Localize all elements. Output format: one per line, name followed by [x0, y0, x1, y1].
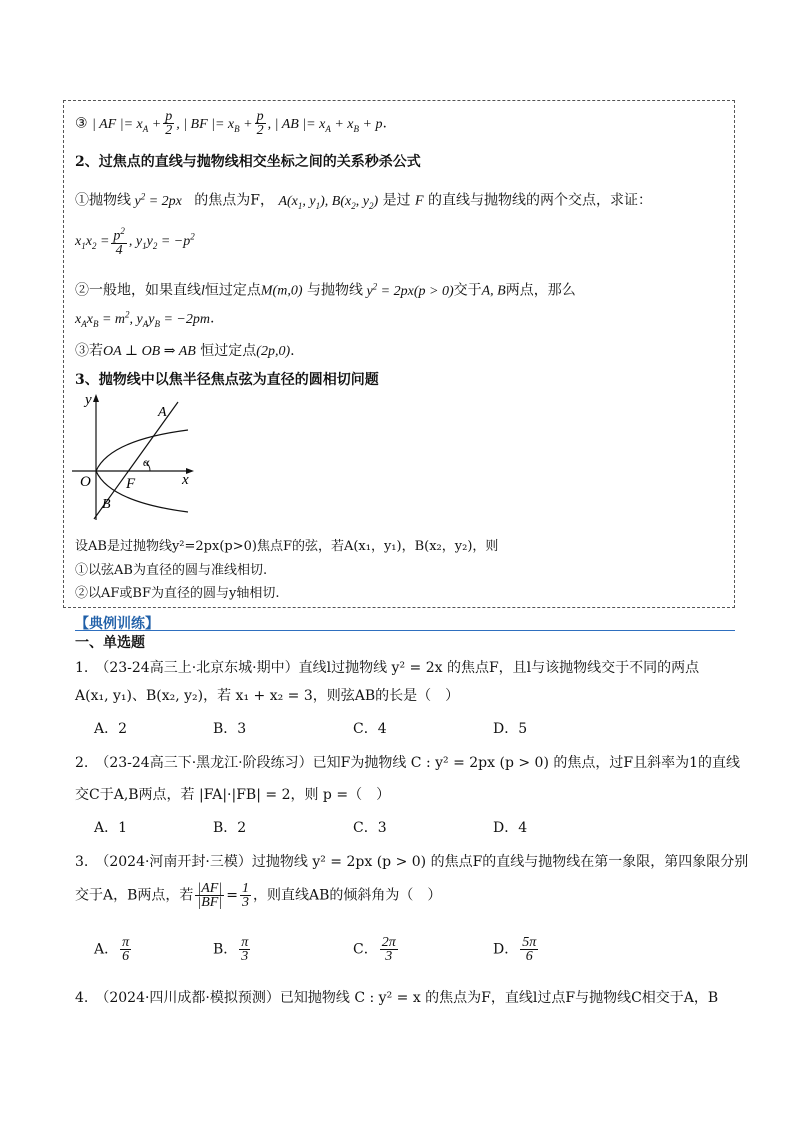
- y-axis-arrow: [93, 394, 99, 402]
- label-a: A: [158, 405, 167, 420]
- q1-option-a[interactable]: A．2: [94, 721, 128, 737]
- sec2-line3: ③若OA ⊥ OB ⇒ AB 恒过定点(2p,0).: [75, 343, 295, 359]
- sec2-result1: $x_1x_2$ = $\frac{p^2}{4}$ , $y_1y_2 = -p^2$: [75, 226, 195, 258]
- question-3-stem-2: 交于A，B两点，若 $\frac{|AF|}{|BF|}$ = $\frac{1}{3}$ ，则直线AB的倾斜角为（ ）: [75, 881, 442, 910]
- parabola-figure: [70, 392, 200, 524]
- label-alpha: α: [143, 455, 150, 469]
- q1-option-b[interactable]: B．3: [213, 721, 247, 737]
- q3-option-b[interactable]: B． $\frac{\pi}{3}$: [213, 935, 249, 964]
- sec3-line2: ①以弦AB为直径的圆与准线相切.: [75, 563, 268, 578]
- label-f: F: [126, 476, 136, 492]
- question-2-stem: 2. （23-24高三下·黑龙江·阶段练习）已知F为抛物线 C : y² = 2px (p > 0) 的焦点，过F且斜率为1的直线: [75, 755, 740, 771]
- sec3-line1: 设AB是过抛物线y²=2px(p>0)焦点F的弦，若A(x₁，y₁)，B(x₂，y₂)，则: [75, 539, 499, 554]
- q2-option-c[interactable]: C．3: [353, 820, 387, 836]
- label-y: y: [85, 392, 92, 408]
- q3-option-c[interactable]: C． $\frac{2\pi}{3}$: [353, 935, 396, 964]
- label-x: x: [182, 472, 189, 488]
- sec2-line1: ①抛物线 $y^2 = 2px$ 的焦点为F， $A(x_1$, $y_1$), $B(x_2$, $y_2$) 是过 F 的直线与抛物线的两个交点，求证：: [75, 191, 653, 211]
- question-4-stem: 4. （2024·四川成都·模拟预测）已知抛物线 C : y² = x 的焦点为F，直线l过点F与抛物线C相交于A，B: [75, 990, 719, 1006]
- q2-option-d[interactable]: D．4: [493, 820, 528, 836]
- formula-focal-radius: ③ | AF |= $x_A$ + $\frac{p}{2}$ , | BF |= $x_B$ + $\frac{p}{2}$ , | AB |= $x_A + x_B + p$.: [75, 109, 387, 138]
- label-b: B: [102, 497, 111, 512]
- q2-option-b[interactable]: B．2: [213, 820, 247, 836]
- question-1-stem: 1. （23-24高三上·北京东城·期中）直线l过抛物线 y² = 2x 的焦点F，且l与该抛物线交于不同的两点: [75, 660, 700, 676]
- sec3-line3: ②以AF或BF为直径的圆与y轴相切.: [75, 586, 280, 601]
- section-heading: 一、单选题: [75, 635, 145, 651]
- question-1-stem-2: A(x₁, y₁)、B(x₂, y₂)，若 x₁ + x₂ = 3，则弦AB的长是（ ）: [75, 688, 460, 704]
- heading-underline: [75, 630, 735, 631]
- q3-option-d[interactable]: D． $\frac{5\pi}{6}$: [493, 935, 537, 964]
- question-2-stem-2: 交C于A,B两点，若 |FA|·|FB| = 2，则 p =（ ）: [75, 787, 391, 803]
- q1-option-d[interactable]: D．5: [493, 721, 528, 737]
- sec2-result2: $x_Ax_B = m^2$, $y_Ay_B = -2pm$.: [75, 309, 215, 329]
- section-3-title: 3、抛物线中以焦半径焦点弦为直径的圆相切问题: [75, 372, 379, 388]
- section-2-title: 2、过焦点的直线与抛物线相交坐标之间的关系秒杀公式: [75, 154, 421, 170]
- q1-option-c[interactable]: C．4: [353, 721, 387, 737]
- label-o: O: [80, 474, 91, 490]
- q3-option-a[interactable]: A． $\frac{\pi}{6}$: [94, 935, 130, 964]
- example-heading: 【典例训练】: [75, 616, 159, 632]
- question-3-stem: 3. （2024·河南开封·三模）过抛物线 y² = 2px (p > 0) 的焦点F的直线与抛物线在第一象限，第四象限分别: [75, 854, 749, 870]
- sec2-line2: ②一般地，如果直线l恒过定点M(m,0) 与抛物线 $y^2 = 2px(p > 0)$交于A, B两点，那么: [75, 281, 576, 299]
- q2-option-a[interactable]: A．1: [94, 820, 128, 836]
